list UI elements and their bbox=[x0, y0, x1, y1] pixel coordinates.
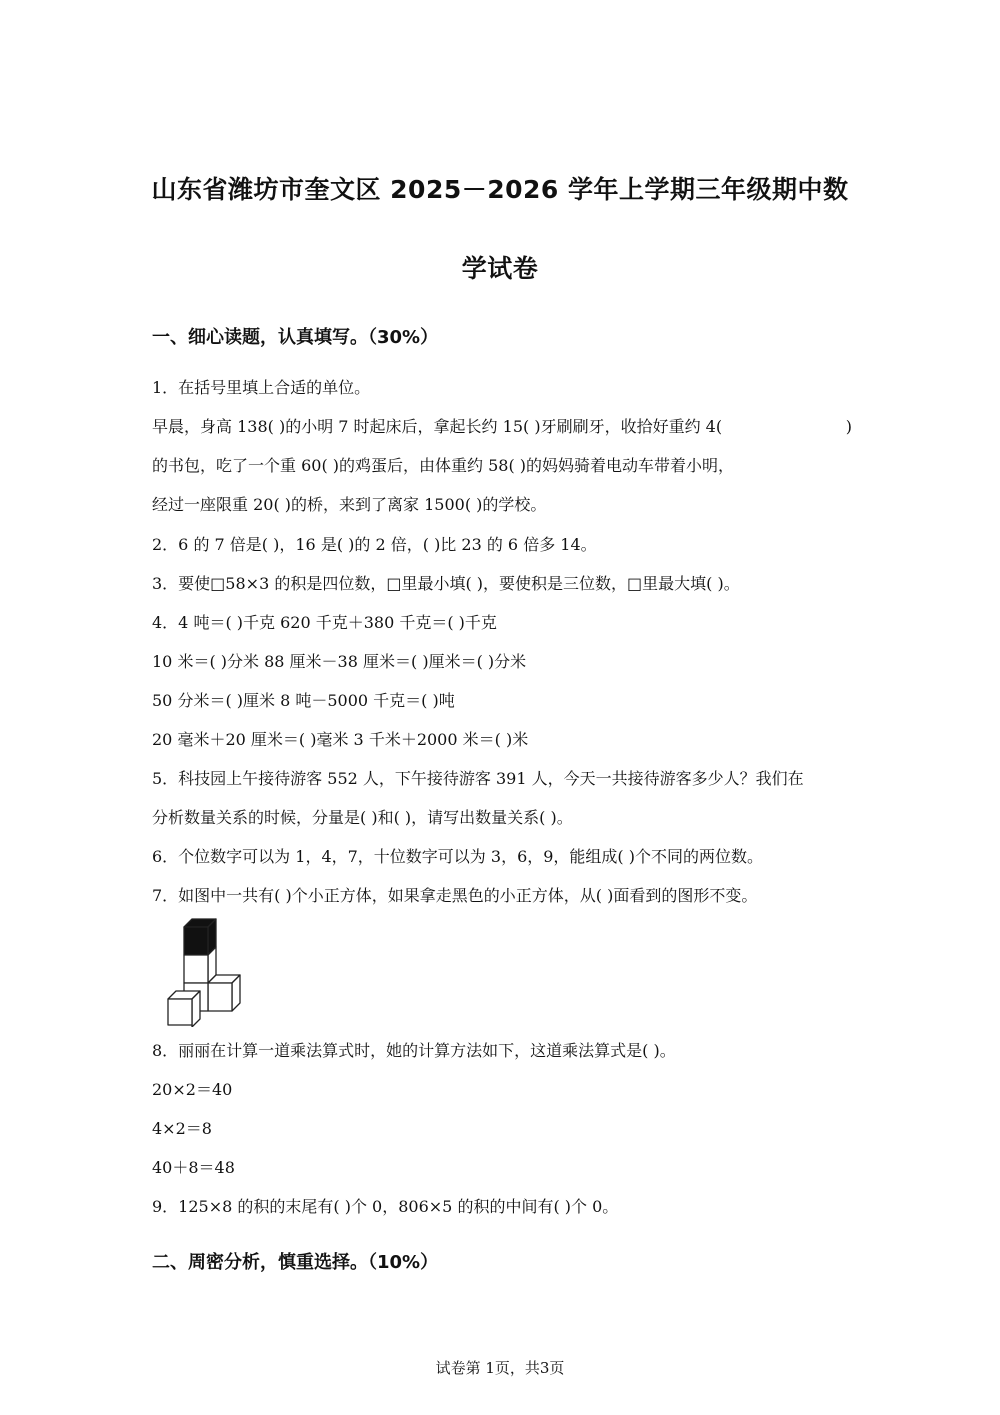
question-1-prompt: 1．在括号里填上合适的单位。 bbox=[152, 378, 371, 397]
front-cube-front bbox=[168, 999, 192, 1025]
question-4-line-2: 10 米＝( )分米 88 厘米－38 厘米＝( )厘米＝( )分米 bbox=[152, 652, 527, 671]
question-2: 2．6 的 7 倍是( )，16 是( )的 2 倍，( )比 23 的 6 倍多 14。 bbox=[152, 535, 597, 554]
question-8-prompt: 8．丽丽在计算一道乘法算式时，她的计算方法如下，这道乘法算式是( )。 bbox=[152, 1041, 676, 1060]
question-5-line-2: 分析数量关系的时候，分量是( )和( )，请写出数量关系( )。 bbox=[152, 808, 573, 827]
cube-figure bbox=[160, 915, 250, 1027]
question-3: 3．要使□58×3 的积是四位数，□里最小填( )，要使积是三位数，□里最大填( )。 bbox=[152, 574, 740, 593]
question-1-line-1-end: ) bbox=[845, 417, 852, 436]
exam-title-line-2: 学试卷 bbox=[461, 254, 539, 283]
question-4-line-1: 4．4 吨＝( )千克 620 千克＋380 千克＝( )千克 bbox=[152, 613, 497, 632]
middle-cube-front bbox=[184, 955, 208, 983]
question-6: 6．个位数字可以为 1，4，7，十位数字可以为 3，6，9，能组成( )个不同的两位数。 bbox=[152, 847, 764, 866]
question-9: 9．125×8 的积的末尾有( )个 0，806×5 的积的中间有( )个 0。 bbox=[152, 1197, 619, 1216]
page-footer: 试卷第 1页，共3页 bbox=[435, 1359, 565, 1377]
question-8-step-3: 40＋8＝48 bbox=[152, 1158, 235, 1177]
question-8-step-2: 4×2＝8 bbox=[152, 1119, 212, 1138]
black-cube-front bbox=[184, 927, 208, 955]
exam-title-line-1: 山东省潍坊市奎文区 2025－2026 学年上学期三年级期中数 bbox=[151, 175, 849, 204]
question-1-line-1-text: 早晨，身高 138( )的小明 7 时起床后，拿起长约 15( )牙刷刷牙，收拾好重约 4( bbox=[152, 417, 723, 436]
question-5-line-1: 5．科技园上午接待游客 552 人，下午接待游客 391 人，今天一共接待游客多少人？我们在 bbox=[152, 769, 804, 788]
question-7: 7．如图中一共有( )个小正方体，如果拿走黑色的小正方体，从( )面看到的图形不变。 bbox=[152, 886, 758, 905]
right-cube-front bbox=[208, 983, 232, 1011]
question-4-line-4: 20 毫米＋20 厘米＝( )毫米 3 千米＋2000 米＝( )米 bbox=[152, 730, 529, 749]
black-cube bbox=[184, 919, 216, 955]
question-8-step-1: 20×2＝40 bbox=[152, 1080, 233, 1099]
section-2-heading: 二、周密分析，慎重选择。（10%） bbox=[152, 1252, 439, 1273]
section-1-heading: 一、细心读题，认真填写。（30%） bbox=[152, 327, 439, 348]
question-1-line-2: 的书包，吃了一个重 60( )的鸡蛋后，由体重约 58( )的妈妈骑着电动车带着小明， bbox=[152, 456, 735, 475]
question-1-line-3: 经过一座限重 20( )的桥，来到了离家 1500( )的学校。 bbox=[152, 495, 547, 514]
question-4-line-3: 50 分米＝( )厘米 8 吨－5000 千克＝( )吨 bbox=[152, 691, 455, 710]
question-1-line-1 bbox=[152, 417, 852, 437]
